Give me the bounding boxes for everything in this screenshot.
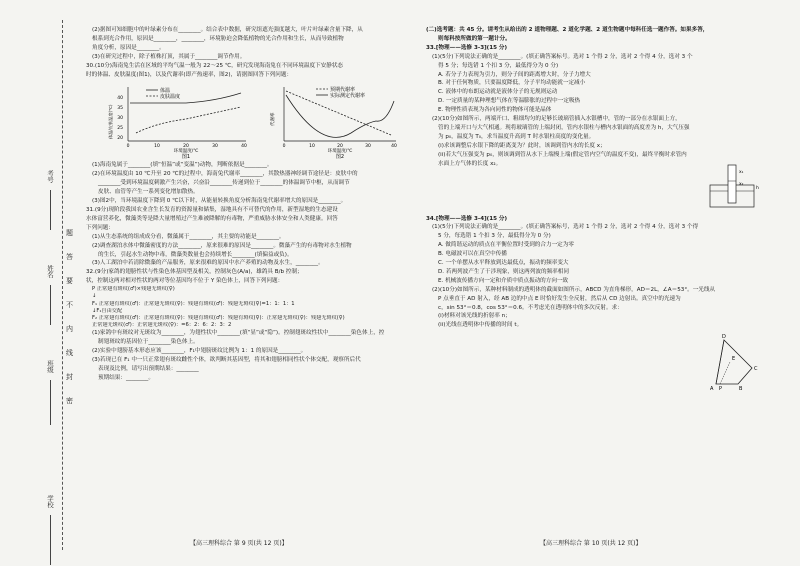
text-line: (二)选考题：共 45 分。请考生从给出的 2 道物理题、2 道化学题、2 道生物题中每科任选一题作答。如果多答， <box>426 27 709 33</box>
text-line: 状，控制这两对相对性状的两对等位基因均不位于 Y 染色体上，回答下列问题： <box>86 278 284 285</box>
fig2-xtick: 10 <box>309 144 315 150</box>
glass-tube-figure <box>706 163 766 209</box>
fig1-xtick: 30 <box>212 144 218 150</box>
text-line: (i)求该调整后水银下降的距离变为？此时，该调到管内水的长度 x； <box>438 142 606 149</box>
fig1-caption: 图1 <box>181 154 191 160</box>
fig2-legend-expected: 预期代谢率 <box>330 87 356 94</box>
text-line: D. 一定质量的某种理想气体在等温膨胀的过程中一定吸热 <box>438 98 581 105</box>
text-line: 下列问题： <box>86 224 114 231</box>
trapezoid-figure-area <box>426 330 766 393</box>
text-line: (2)在环境温度由 10 ℃升至 20 ℃的过程中，海南兔代谢率________，其散热器神经调节途径是：皮肤中的 <box>92 171 358 178</box>
fig2-xtick: 30 <box>365 144 371 150</box>
text-line: B. 电磁波可以在真空中传播 <box>438 251 507 258</box>
trapezoid-figure <box>694 332 764 392</box>
cross-line: F₂ 正常翅有斑纹(♂)：正常翅有斑纹(♀)：残翅有斑纹(♂)：残翅有斑纹(♀)：正常翅无斑纹(♀)：残翅无斑纹(♀) <box>92 314 345 321</box>
class-label: 班级 <box>46 360 54 373</box>
text-line: C. 液体中的布朗运动就是液体分子的无规则运动 <box>438 89 558 96</box>
school-line <box>50 515 51 565</box>
seal-char: 封 <box>66 373 73 381</box>
text-line: (3)人工湖泊中若清除微藻的产品服务，原来很难的原因中水产养殖的动物及水生，________。 <box>92 260 324 267</box>
text-line: 时的体温、皮肤温度(图1)，以及代谢率(即产热速率，图2)，请据图回答下列问题： <box>86 71 293 78</box>
text-line: A. 若分子力表现为引力，则分子间的距离增大时，分子力增大 <box>438 71 591 78</box>
text-line: 30.(10分)海南兔生活在区域的平均气温一般为 22～25 ℃，研究发现海南兔在不同环境温度下安静状态 <box>86 62 344 69</box>
text-line: D. 若两列波产生了干涉现象，则这两列波的频率相同 <box>438 268 569 275</box>
text-line: C. 一个单摆从水平释放到达最低点，振动的频率变大 <box>438 260 569 267</box>
fig1-legend-body-temp: 体温 <box>160 88 171 95</box>
figure-2 <box>266 81 406 159</box>
fig2-caption: 图2 <box>335 154 345 160</box>
text-line: (ii)若大气压强变为 p₀，则该调到管从水下上端慢上端(假定管内空气的温度不变)，最终平衡时求管内 <box>438 151 687 158</box>
seal-char: 不 <box>66 301 73 309</box>
text-line: (2)调查湖泊水体中微藻密度的方法________，原来很难的原因是________。微藻产生的有毒物对水生植物 <box>92 242 352 249</box>
binding-strip <box>8 40 66 540</box>
cross-line: P 正常翅有斑纹(♂)×残翅无斑纹(♀) <box>92 286 175 293</box>
text-line: 表现及比例，请写出预期结果：________ <box>98 365 199 372</box>
fig1-ytick: 20 <box>117 136 123 142</box>
text-line: 31.(9分)现阶段我国农业含生长发育的资源量和储集，湿地具有不可替代的作用，新型湿地的生态建设 <box>86 206 338 213</box>
text-line: 34.[物理——选修 3-4](15 分) <box>426 215 508 222</box>
text-line: (ii)光线在透明体中传播的时间 t。 <box>438 322 523 329</box>
fig1-ylabel: 体温/皮肤温度(℃) <box>108 104 113 140</box>
text-line: (3)图2中，当环境温度下降到 0 ℃以下时，从能量转换角度分析海南兔代谢率增大的原因是________。 <box>92 198 347 205</box>
text-line: 5 分，每选错 1 个扣 3 分，最低得分为 0 分) <box>438 233 551 240</box>
tube-label: x₁ <box>739 169 744 175</box>
name-line <box>50 285 51 325</box>
fig1-ytick: 25 <box>117 126 123 132</box>
class-line <box>50 380 51 425</box>
text-line: 根系到光合作用，原因是________，________，环境胁迫会降低植物的光合作用和生长，从而导致植物 <box>92 35 344 42</box>
seal-char: 线 <box>66 349 73 357</box>
vertex-label: C <box>754 366 758 373</box>
text-line: 的生长，引起水生动物中毒，微藻类数量也会持续增长________(填偏益或负)。 <box>98 251 293 258</box>
text-line: 水体富营养化，微藻类等是降大量增殖过产生难被降解的有毒物，严重威胁水体安全和人类健康。回答 <box>86 215 338 222</box>
text-line: (1)(5分)下列说法正确的是________。(填正确答案标号，选对 1 个得 2 分，选对 2 个得 4 分，选对 3 个得 <box>432 224 699 231</box>
fig1-xtick: 0 <box>126 144 130 150</box>
fig1-ytick: 40 <box>117 96 123 102</box>
fig1-ytick: 30 <box>117 116 123 122</box>
cross-line: ↓ <box>92 293 97 300</box>
vertex-label: D <box>722 334 726 341</box>
tube-label: x₂ <box>739 181 744 187</box>
seal-char: 答 <box>66 253 73 261</box>
fig2-xlabel: 环境温度/℃ <box>327 149 353 155</box>
cross-line: ↓F₁自由交配 <box>92 307 123 314</box>
text-line: (1)(5分)下列说法正确的是________。(填正确答案标号。选对 1 个得 2 分，选对 2 个得 4 分，选对 3 个 <box>432 53 693 60</box>
vertex-label: P <box>719 386 723 393</box>
text-line: 预期结果：________。 <box>98 374 154 381</box>
figures-row <box>86 81 408 159</box>
text-line: 管的上端开口与大气相通。现将玻璃管的上端封闭，管内水银柱与槽内水银面的高度差为 h，大气压强 <box>438 124 690 131</box>
text-line: (1)家鸽中有斑纹对无斑纹为________，为翅性状中________(填“显”或“隐”)。控制翅斑纹性状中________染色体上，控 <box>92 330 385 337</box>
fig1-xtick: 20 <box>183 144 189 150</box>
text-line: 得 5 分；每选错 1 个扣 3 分，最低得分为 0 分) <box>438 62 559 69</box>
text-line: 32.(9分)家鸽的翅膀性状与性染色体基因型及相关，控制灰色(A/a)，雄鸽具 B/b 控制； <box>86 269 303 276</box>
text-line: 皮肤、血管等产生一系列变化增加散热。 <box>98 189 199 196</box>
text-line: (1)从生态系统的组成成分看，微藻属于________，其主要的功能是________。 <box>92 233 285 240</box>
text-line: 为 p₀，温度为 T₀，求当温度升高到 T 时水银柱高度的变化量。 <box>438 133 595 140</box>
right-text-block-2 <box>426 215 766 331</box>
text-line: A. 做简谐运动的质点在平衡位置时受到的合力一定为零 <box>438 242 574 249</box>
left-footer: 【高三理科综合 第 9 页(共 12 页)】 <box>190 540 288 547</box>
text-line: E. 物理性质表现为各向同性的物体可能是晶体 <box>438 107 552 114</box>
left-text-block-3 <box>86 329 408 382</box>
vertex-label: E <box>732 356 736 363</box>
fig1-legend-skin-temp: 皮肤温度 <box>160 94 181 101</box>
text-line: (2)据图可知细胞中的叶绿素分布在________。结合表中数据，研究组遮光强度越大，叶片叶绿素含量下降，从 <box>92 27 363 33</box>
fig2-xtick: 40 <box>391 144 397 150</box>
left-text-block-2 <box>86 161 408 286</box>
text-line: (1)海南兔属于________(填“恒温”或“变温”)动物，判断依据是________。 <box>92 162 273 169</box>
text-line: 则每科按所做的第一题计分。 <box>438 35 511 42</box>
text-line: 33.[物理——选修 3-3](15 分) <box>426 44 508 51</box>
text-line: (3)若现已在 F₁ 中一只正常翅有斑纹雌性个体，欲判断其基因型，将其和翅膀相同性状个体交配，观察所后代 <box>92 357 361 364</box>
text-line: (3)在研究过程中，除子植株打顶，其属于________调节作用。 <box>92 53 246 60</box>
vertex-label: B <box>739 386 743 393</box>
figure-1 <box>106 81 256 159</box>
seal-char: 要 <box>66 277 73 285</box>
left-text-block-1 <box>86 26 408 79</box>
text-line: (2)实验中翅膀基本形态应该________，F₁中翅膀斑纹比例为 1：1 的原因是________。 <box>92 348 307 355</box>
fig1-xlabel: 环境温度/℃ <box>173 149 199 155</box>
fig1-xtick: 10 <box>154 144 160 150</box>
name-label: 姓名 <box>46 265 54 278</box>
text-line: (2)(10分)如图所示，某种材料制成的透明体的截面如图所示，ABCD 为直角梯形，AD＝2L，∠A＝53°。一光线从 <box>432 286 716 293</box>
fig1-xtick: 40 <box>241 144 247 150</box>
fig2-ylabel: 代谢率 <box>271 112 276 127</box>
right-footer: 【高三理科综合 第 10 页(共 12 页)】 <box>540 540 642 547</box>
left-page <box>86 26 408 383</box>
exam-number-line <box>50 190 51 230</box>
cross-diagram <box>86 286 408 329</box>
seal-char: 题 <box>66 229 73 237</box>
text-line: 制翅斑纹的基因位于________染色体上。 <box>98 339 199 346</box>
exam-number-label: 考号 <box>46 170 54 183</box>
vertex-label: A <box>710 386 714 393</box>
text-line: P 点垂直于 AD 射入，经 AB 边的中点 E 时恰好发生全反射，然后从 CD 边射出。真空中的光速为 <box>438 295 681 302</box>
cross-line: 正常翅无斑纹(♂)：正常翅无斑纹(♀)：=6：2：6：2：3：2 <box>92 322 232 329</box>
text-line: (i)材料对该光线的折射率 n； <box>438 313 511 320</box>
fig1-ytick: 35 <box>117 106 123 112</box>
text-line: 水面上方气体的长度 x₂。 <box>438 160 502 167</box>
text-line: E. 机械波传播方向一定和介质中质点振动的方向一致 <box>438 277 569 284</box>
cross-line: F₁ 正常翅有斑纹(♂)：正常翅无斑纹(♀)：残翅有斑纹(♂)：残翅无斑纹(♀)=1：1：1：1 <box>92 300 295 307</box>
seal-char: 内 <box>66 325 73 333</box>
seal-dashed-line <box>62 20 63 550</box>
fig2-legend-measured: 实际测定代谢率 <box>330 93 366 100</box>
text-line: 角度分析，原因是________。 <box>92 44 165 51</box>
tube-figure-area <box>426 169 766 215</box>
school-label: 学校 <box>46 495 54 508</box>
text-line: ________受到环境温度刺激产生兴奋，兴奋沿________传递到位于________的体温调节中枢，从而调节 <box>98 180 350 187</box>
fig2-xtick: 20 <box>337 144 343 150</box>
right-text-block-1 <box>426 26 766 169</box>
fig2-xtick: 0 <box>282 144 286 150</box>
text-line: c，sin 53°＝0.8，cos 53°＝0.6。不考虑光在透明体中的多次反射。求： <box>438 304 623 311</box>
text-line: B. 对于任何物质，只要温度降低，分子平均动能就一定减小 <box>438 80 586 87</box>
right-page <box>426 26 766 393</box>
seal-char: 密 <box>66 397 73 405</box>
text-line: (2)(10分)如图所示，两端开口、粗细均匀的足够长玻璃管插入水银槽中，管的一部分在水银面上方， <box>432 116 681 123</box>
tube-label: h <box>756 185 759 191</box>
